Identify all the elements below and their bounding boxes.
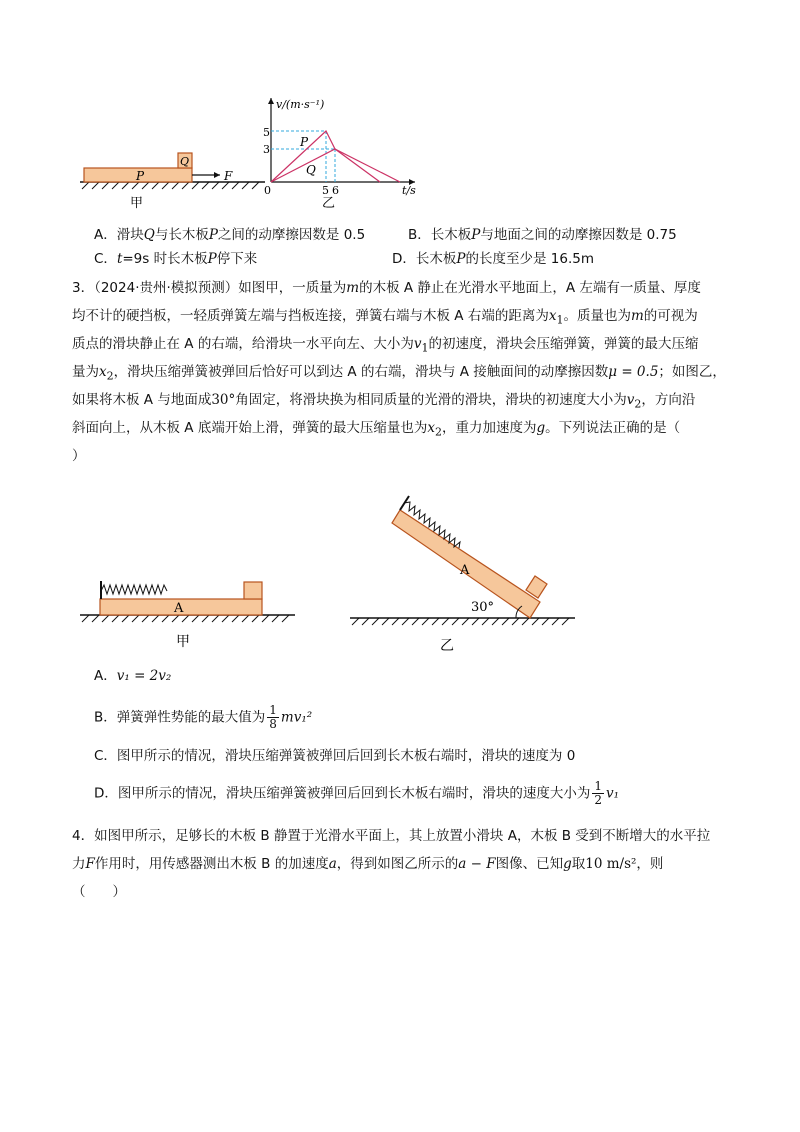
q4-var: a — [328, 856, 337, 872]
q2-option-b — [408, 225, 677, 245]
option-text: 停下来 — [216, 251, 258, 267]
block-q-label: Q — [180, 155, 190, 168]
v-axis-arrow — [268, 98, 274, 104]
q2-option-d — [392, 249, 594, 269]
option-text: D．长木板 — [392, 251, 457, 267]
x-tick-6: 6 — [332, 184, 339, 197]
q3-sub: 1 — [421, 341, 429, 355]
q3-text: ，方向沿 — [641, 392, 696, 408]
origin-label: 0 — [264, 184, 271, 197]
angle-label: 30° — [471, 600, 495, 615]
q2-option-a — [94, 225, 365, 245]
option-formula: v₁ = 2v₂ — [116, 668, 172, 684]
option-text: C． — [94, 251, 117, 267]
q3-text: 3．（2024·贵州·模拟预测）如图甲，一质量为 — [72, 280, 347, 296]
q3-angle: 30° — [211, 392, 236, 408]
q4-text: ，得到如图乙所示的 — [336, 856, 459, 872]
q3-var: v — [413, 336, 422, 352]
fraction-num: 1 — [594, 779, 603, 793]
q3-line-3 — [72, 334, 698, 359]
option-text: A． — [94, 668, 117, 684]
q3-text: 的可视为 — [643, 308, 698, 324]
q3-text: 。下列说法正确的是（ — [545, 420, 681, 436]
q3-text: ，滑块压缩弹簧被弹回后恰好可以到达 A 的右端，滑块与 A 接触面间的动摩擦因数 — [113, 364, 609, 380]
q3-line-2 — [72, 306, 698, 331]
y-tick-5: 5 — [263, 126, 270, 139]
q3-option-b — [94, 704, 312, 730]
q3-line-5 — [72, 390, 695, 415]
option-formula: mv₁² — [280, 709, 313, 726]
q3-text: 如果将木板 A 与地面成 — [72, 392, 212, 408]
figure-2-right — [350, 496, 575, 654]
fraction-den: 8 — [269, 717, 277, 731]
option-var: P — [471, 227, 481, 243]
v-axis-label: v/(m·s⁻¹) — [276, 98, 325, 111]
figure-1-caption-right: 乙 — [322, 196, 336, 211]
fraction-one-half — [592, 780, 604, 807]
figure-2 — [70, 490, 590, 660]
q3-text: ；如图乙， — [658, 364, 726, 380]
q3-var: v — [626, 392, 635, 408]
option-var: P — [208, 227, 218, 243]
x-tick-5: 5 — [322, 184, 329, 197]
option-text: B．弹簧弹性势能的最大值为 — [94, 709, 266, 726]
fraction-num: 1 — [269, 703, 277, 717]
q3-option-c: C．图甲所示的情况，滑块压缩弹簧被弹回后回到长木板右端时，滑块的速度为 0 — [94, 748, 576, 764]
figure-2-caption-right: 乙 — [440, 638, 454, 654]
q4-line-2 — [72, 854, 663, 874]
option-text: B．长木板 — [408, 227, 472, 243]
q4-text: 图像、已知 — [495, 856, 564, 872]
q3-text: 。质量也为 — [563, 308, 631, 324]
option-var: P — [456, 251, 466, 267]
q3-text: ，重力加速度为 — [441, 420, 537, 436]
option-var: t — [116, 251, 123, 267]
option-formula: v₁ — [606, 785, 620, 802]
option-var: Q — [143, 227, 155, 243]
curve-q-label: Q — [306, 163, 316, 177]
t-axis-label: t/s — [402, 184, 416, 197]
q3-line-7: ） — [72, 448, 86, 464]
figure-1-left — [80, 153, 265, 211]
q4-line-1: 4．如图甲所示，足够长的木板 B 静置于光滑水平面上，其上放置小滑块 A，木板 B 受到不断增大的水平拉 — [72, 828, 711, 844]
option-text: D．图甲所示的情况，滑块压缩弹簧被弹回后回到长木板右端时，滑块的速度大小为 — [94, 785, 591, 802]
force-arrowhead — [214, 172, 220, 178]
q2-option-c — [94, 249, 257, 269]
q3-formula: μ = 0.5 — [608, 364, 659, 380]
q3-sub: 2 — [106, 369, 114, 383]
fraction-den: 2 — [594, 793, 603, 807]
q3-sub: 2 — [434, 425, 442, 439]
board-p-label: P — [136, 169, 145, 183]
q3-option-d — [94, 780, 619, 806]
q4-formula: a − F — [458, 856, 496, 872]
q3-line-6 — [72, 418, 680, 443]
q3-var: m — [630, 308, 644, 324]
vt-graph — [263, 98, 416, 211]
q3-option-a — [94, 666, 171, 686]
q3-var: g — [536, 420, 546, 436]
q3-sub: 1 — [556, 313, 564, 327]
q3-text: 斜面向上，从木板 A 底端开始上滑，弹簧的最大压缩量也为 — [72, 420, 428, 436]
q3-line-4 — [72, 362, 726, 387]
ground-hatch — [352, 618, 569, 625]
ground-hatch — [82, 615, 289, 622]
q4-var: g — [563, 856, 572, 872]
q4-text: 力 — [72, 856, 86, 872]
q4-text: 作用时，用传感器测出木板 B 的加速度 — [94, 856, 329, 872]
fraction-one-eighth — [267, 704, 279, 731]
option-text: 与地面之间的动摩擦因数是 0.75 — [480, 227, 677, 243]
figure-1 — [70, 90, 430, 215]
curve-p-label: P — [300, 135, 309, 149]
q3-text: 的初速度，滑块会压缩弹簧，弹簧的最大压缩 — [428, 336, 699, 352]
option-text: 之间的动摩擦因数是 0.5 — [217, 227, 366, 243]
q3-var: m — [346, 280, 360, 296]
q4-var: F — [85, 856, 95, 872]
block-left — [244, 582, 262, 599]
option-text: 的长度至少是 16.5m — [465, 251, 595, 267]
ground-hatch — [82, 182, 259, 189]
q3-var: x — [99, 364, 107, 380]
q3-text: 的木板 A 静止在光滑水平地面上，A 左端有一质量、厚度 — [359, 280, 701, 296]
option-var: P — [207, 251, 217, 267]
q3-text: 角固定，将滑块换为相同质量的光滑的滑块，滑块的初速度大小为 — [235, 392, 627, 408]
q3-var: x — [427, 420, 435, 436]
board-a-right-label: A — [460, 563, 470, 578]
option-text: A．滑块 — [94, 227, 144, 243]
figure-2-caption-left: 甲 — [176, 634, 190, 650]
option-text: =9s 时长木板 — [122, 251, 208, 267]
q3-text: 均不计的硬挡板，一轻质弹簧左端与挡板连接，弹簧右端与木板 A 右端的距离为 — [72, 308, 549, 324]
q4-text: ，则 — [636, 856, 664, 872]
q4-value: 10 m/s² — [585, 856, 637, 872]
q3-sub: 2 — [634, 397, 642, 411]
q3-text: 质点的滑块静止在 A 的右端，给滑块一水平向左、大小为 — [72, 336, 414, 352]
spring-left — [101, 585, 167, 594]
y-tick-3: 3 — [263, 143, 270, 156]
q3-text: 量为 — [72, 364, 99, 380]
board-a-left-label: A — [174, 601, 184, 616]
q3-var: x — [548, 308, 557, 324]
option-text: 与长木板 — [154, 227, 209, 243]
force-label: F — [224, 169, 233, 183]
figure-2-left — [80, 581, 295, 650]
q3-line-1 — [72, 278, 701, 298]
q4-line-3: （ ） — [72, 884, 126, 900]
q4-text: 取 — [571, 856, 586, 872]
figure-1-caption-left: 甲 — [130, 196, 144, 211]
